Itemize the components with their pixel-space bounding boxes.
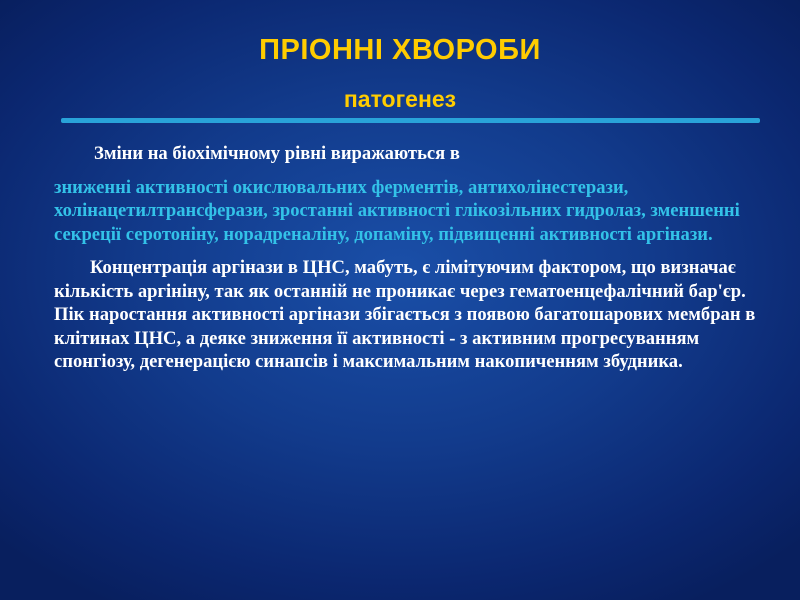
paragraph-2: Концентрація аргінази в ЦНС, мабуть, є лімітуючим фактором, що визначає кількість аргініну, так як останній не проникає через гематоенцефалічний бар'єр. Пік наростання активності аргінази збігається з появою багатошарових мембран в клітинах ЦНС, а деяке зниження її активності - з активним прогресуванням спонгіозу, дегенерацією синапсів і максимальним накопиченням збудника.: [54, 257, 756, 372]
slide-subtitle: патогенез: [343, 86, 457, 112]
title-divider: [61, 118, 760, 123]
paragraph-1-lead: Зміни на біохімічному рівні виражаються в: [94, 143, 460, 164]
slide-body: [54, 142, 774, 374]
slide-title: ПРІОННІ ХВОРОБИ: [259, 34, 541, 66]
paragraph-1-highlight: зниженні активності окислювальних ферментів, антихолінестерази, холінацетилтрансферази, зростанні активності глікозільних гидролаз, зменшенні секреції серотоніну, норадреналіну, допаміну, підвищенні активності аргінази.: [54, 176, 740, 245]
